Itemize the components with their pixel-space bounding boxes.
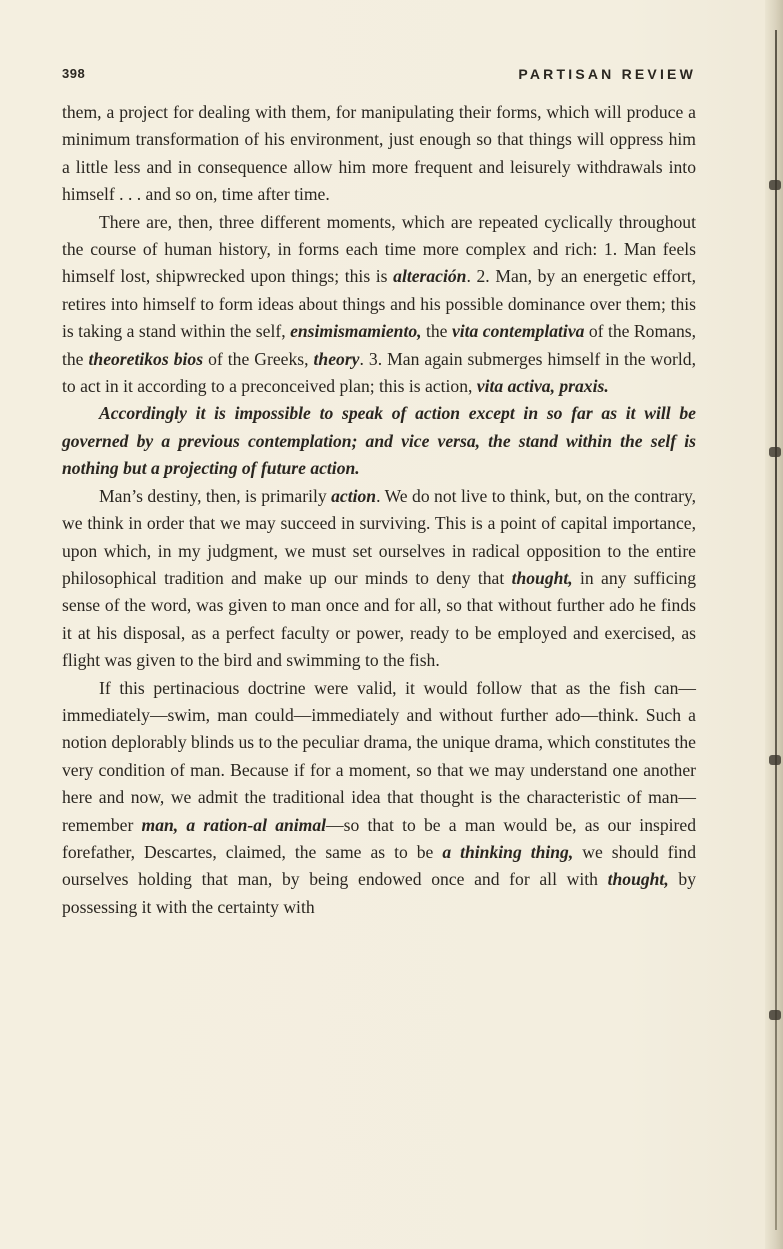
paragraph xyxy=(62,675,696,922)
text-run: we should find ourselves holding that man, by being endowed once and for all with xyxy=(62,841,696,890)
binding-mark xyxy=(769,755,781,765)
text-run: There are, then, three different moments, which are repeated cyclically throughout the course of human history, in forms each time more complex and rich: 1. Man feels himself lost, shipwrecked upon things; this is xyxy=(62,211,696,287)
emphasized-text: vita contemplativa xyxy=(451,321,585,342)
running-head xyxy=(62,66,696,86)
emphasized-text: action xyxy=(331,485,377,506)
emphasized-text: alteración xyxy=(393,266,467,287)
paragraph xyxy=(62,400,696,482)
paragraph xyxy=(62,209,696,401)
page-number: 398 xyxy=(62,66,86,81)
emphasized-text: ensimismamiento, xyxy=(290,321,422,342)
text-run: them, a project for dealing with them, for manipulating their forms, which will produce a minimum transformation of his environment, just enough so that things will oppress him a little less and in consequence allow him more frequent and leisurely withdrawals into himself . . . and so on, time after time. xyxy=(62,102,696,205)
text-run: If this pertinacious doctrine were valid, it would follow that as the fish can—immediately—swim, man could—immediately and without further ado—think. Such a notion deplorably blinds us to the peculiar drama, the unique drama, which constitutes the very condition of man. Because if for a moment, so that we may understand one another here and now, we admit the traditional idea that thought is the characteristic of man—remember xyxy=(62,677,696,835)
emphasized-text: thought, xyxy=(511,567,573,588)
text-run: of the Greeks, xyxy=(203,348,314,369)
text-run: . 3. Man again submerges himself in the world, to act in it according to a preconceived plan; this is action, xyxy=(62,348,696,397)
text-run: by possessing it with the certainty with xyxy=(62,869,696,917)
emphasized-text: vita activa, praxis. xyxy=(476,376,609,397)
binding-mark xyxy=(769,1010,781,1020)
paragraph xyxy=(62,99,696,209)
binding-mark xyxy=(769,180,781,190)
text-run: of the Romans, the xyxy=(62,321,696,369)
paragraph xyxy=(62,483,696,675)
emphasized-text: theory xyxy=(313,348,360,369)
page-gutter xyxy=(765,0,783,1249)
text-run: —so that to be a man would be, as our inspired forefather, Descartes, claimed, the same as to be xyxy=(62,814,696,862)
binding-edge xyxy=(775,30,777,1230)
emphasized-text: a thinking thing, xyxy=(442,841,574,862)
text-run: the xyxy=(421,321,452,342)
emphasized-text: theoretikos bios xyxy=(88,348,204,369)
text-run: . 2. Man, by an energetic effort, retires into himself to form ideas about things and his possible dominance over them; this is taking a stand within the self, xyxy=(62,266,696,342)
emphasized-text: thought, xyxy=(607,869,669,890)
emphasized-text: man, a ration-al animal xyxy=(141,814,327,835)
journal-title: PARTISAN REVIEW xyxy=(518,66,696,82)
text-run: . We do not live to think, but, on the contrary, we think in order that we may succeed in surviving. This is a point of capital importance, upon which, in my judgment, we must set ourselves in radical opposition to the entire philosophical tradition and make up our minds to deny that xyxy=(62,485,696,588)
text-run: Man’s destiny, then, is primarily xyxy=(99,485,332,506)
text-run: in any sufficing sense of the word, was given to man once and for all, so that without further ado he finds it at his disposal, as a perfect faculty or power, ready to be employed and exercised, as flight was given to the bird and swimming to the fish. xyxy=(62,567,696,671)
binding-mark xyxy=(769,447,781,457)
emphasized-text: Accordingly it is impossible to speak of action except in so far as it will be governed by a previous contemplation; and vice versa, the stand within the self is nothing but a projecting of future action. xyxy=(62,403,696,479)
body-text xyxy=(62,99,696,921)
